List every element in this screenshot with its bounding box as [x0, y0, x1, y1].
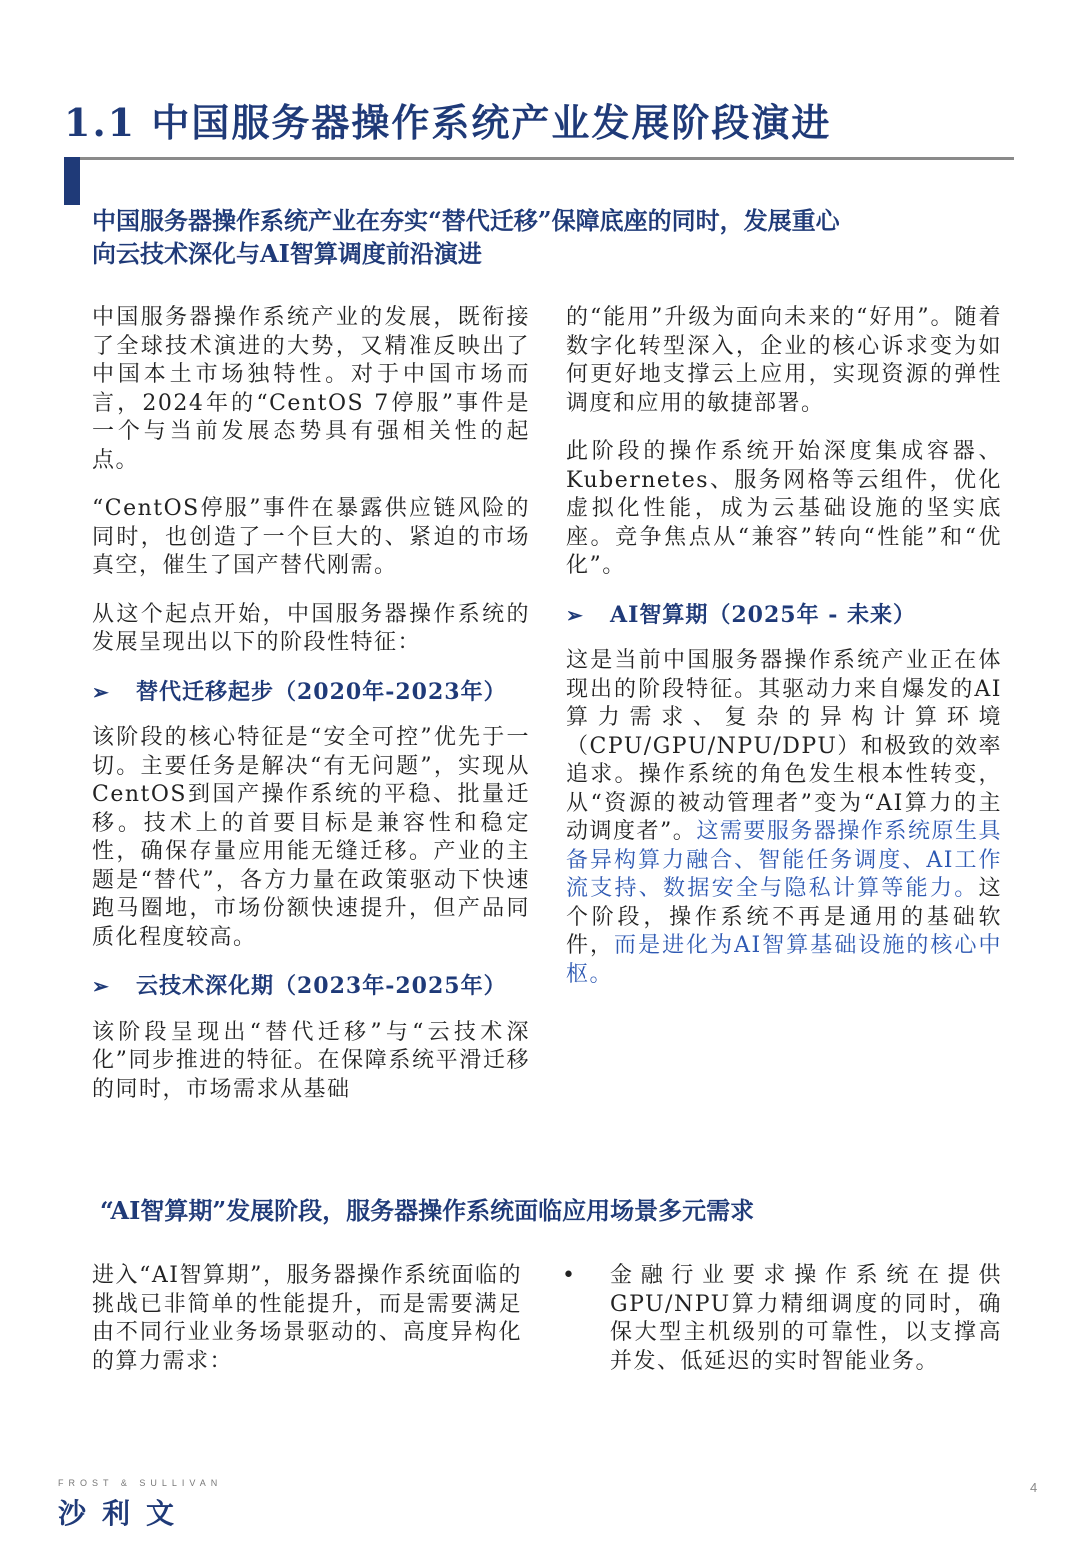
section-heading: “AI智算期”发展阶段，服务器操作系统面临应用场景多元需求: [100, 1196, 755, 1225]
logo: [58, 1478, 222, 1532]
phase-body: 这个阶段，操作系统不再是通用的基础软件，: [566, 876, 1002, 958]
phase-title: 替代迁移起步（2020年-2023年）: [136, 678, 507, 705]
title-accent-bar: [64, 157, 80, 205]
cloud-continuation-paragraph: 的“能用”升级为面向未来的“好用”。随着数字化转型深入，企业的核心诉求变为如何更好地支撑云上应用，实现资源的弹性调度和应用的敏捷部署。: [566, 305, 1002, 416]
section-heading-line1: 中国服务器操作系统产业在夯实“替代迁移”保障底座的同时，发展重心: [92, 206, 840, 235]
phase-body: 该阶段呈现出“替代迁移”与“云技术深化”同步推进的特征。在保障系统平滑迁移的同时，市场需求从基础: [92, 1019, 530, 1102]
bullet-text: 金融行业要求操作系统在提供GPU/NPU算力精细调度的同时，确保大型主机级别的可靠性，以支撑高并发、低延迟的实时智能业务。: [610, 1263, 1002, 1374]
centos-paragraph: “CentOS停服”事件在暴露供应链风险的同时，也创造了一个巨大的、紧迫的市场真空，催生了国产替代刚需。: [92, 496, 530, 578]
right-column: [562, 1262, 1002, 1376]
phase-title: AI智算期（2025年 - 未来）: [610, 601, 917, 628]
page-number: 4: [1030, 1480, 1038, 1495]
phase-heading-ai: [566, 601, 1002, 630]
page-title: 1.1 中国服务器操作系统产业发展阶段演进: [64, 100, 832, 145]
section-heading: [92, 204, 1022, 270]
right-column: [566, 304, 1002, 1009]
section-heading-line2: 向云技术深化与AI智算调度前沿演进: [92, 239, 482, 268]
logo-cn: 沙利文: [58, 1497, 191, 1530]
logo-en: FROST & SULLIVAN: [58, 1478, 223, 1488]
left-column: [92, 1262, 522, 1396]
arrow-right-icon: ➢: [92, 679, 110, 704]
intro-paragraph: 中国服务器操作系统产业的发展，既衔接了全球技术演进的大势，又精准反映出了中国本土市场独特性。对于中国市场而言，2024年的“CentOS 7停服”事件是一个与当前发展态势具有强相关性的起点。: [92, 305, 530, 473]
arrow-right-icon: ➢: [92, 974, 110, 998]
ai-era-paragraph: 进入“AI智算期”，服务器操作系统面临的挑战已非简单的性能提升，而是需要满足由不同行业业务场景驱动的、高度异构化的算力需求：: [92, 1263, 522, 1374]
cloud-components-paragraph: 此阶段的操作系统开始深度集成容器、Kubernetes、服务网格等云组件，优化虚拟化性能，成为云基础设施的坚实底座。竞争焦点从“兼容”转向“性能”和“优化”。: [566, 439, 1002, 578]
phase-body: 该阶段的核心特征是“安全可控”优先于一切。主要任务是解决“有无问题”，实现从CentOS到国产操作系统的平稳、批量迁移。技术上的首要目标是兼容性和稳定性，确保存量应用能无缝迁移。产业的主题是“替代”，各方力量在政策驱动下快速跑马圈地，市场份额快速提升，但产品同质化程度较高。: [92, 725, 530, 950]
ai-phase-paragraph: [566, 647, 1002, 989]
phase-heading-replacement: [92, 678, 530, 707]
highlight-text: 这需要服务器操作系统原生具备异构算力融合、智能任务调度、AI工作流支持、数据安全与隐私计算等能力。: [566, 819, 1002, 901]
list-item: [562, 1262, 1002, 1376]
arrow-right-icon: ➢: [566, 602, 584, 627]
stage-intro-paragraph: 从这个起点开始，中国服务器操作系统的发展呈现出以下的阶段性特征：: [92, 601, 530, 655]
left-column: [92, 304, 530, 1124]
bullet-icon: •: [562, 1263, 577, 1288]
phase-heading-cloud: [92, 972, 530, 1001]
phase-body: 这是当前中国服务器操作系统产业正在体现出的阶段特征。其驱动力来自爆发的AI算力需求、复杂的异构计算环境（CPU/GPU/NPU/DPU）和极致的效率追求。操作系统的角色发生根本性转变，从“资源的被动管理者”变为“AI算力的主动调度者”。: [566, 648, 1002, 844]
title-divider: [64, 157, 1014, 160]
highlight-text: 而是进化为AI智算基础设施的核心中枢。: [566, 933, 1002, 987]
phase-title: 云技术深化期（2023年-2025年）: [136, 973, 507, 999]
